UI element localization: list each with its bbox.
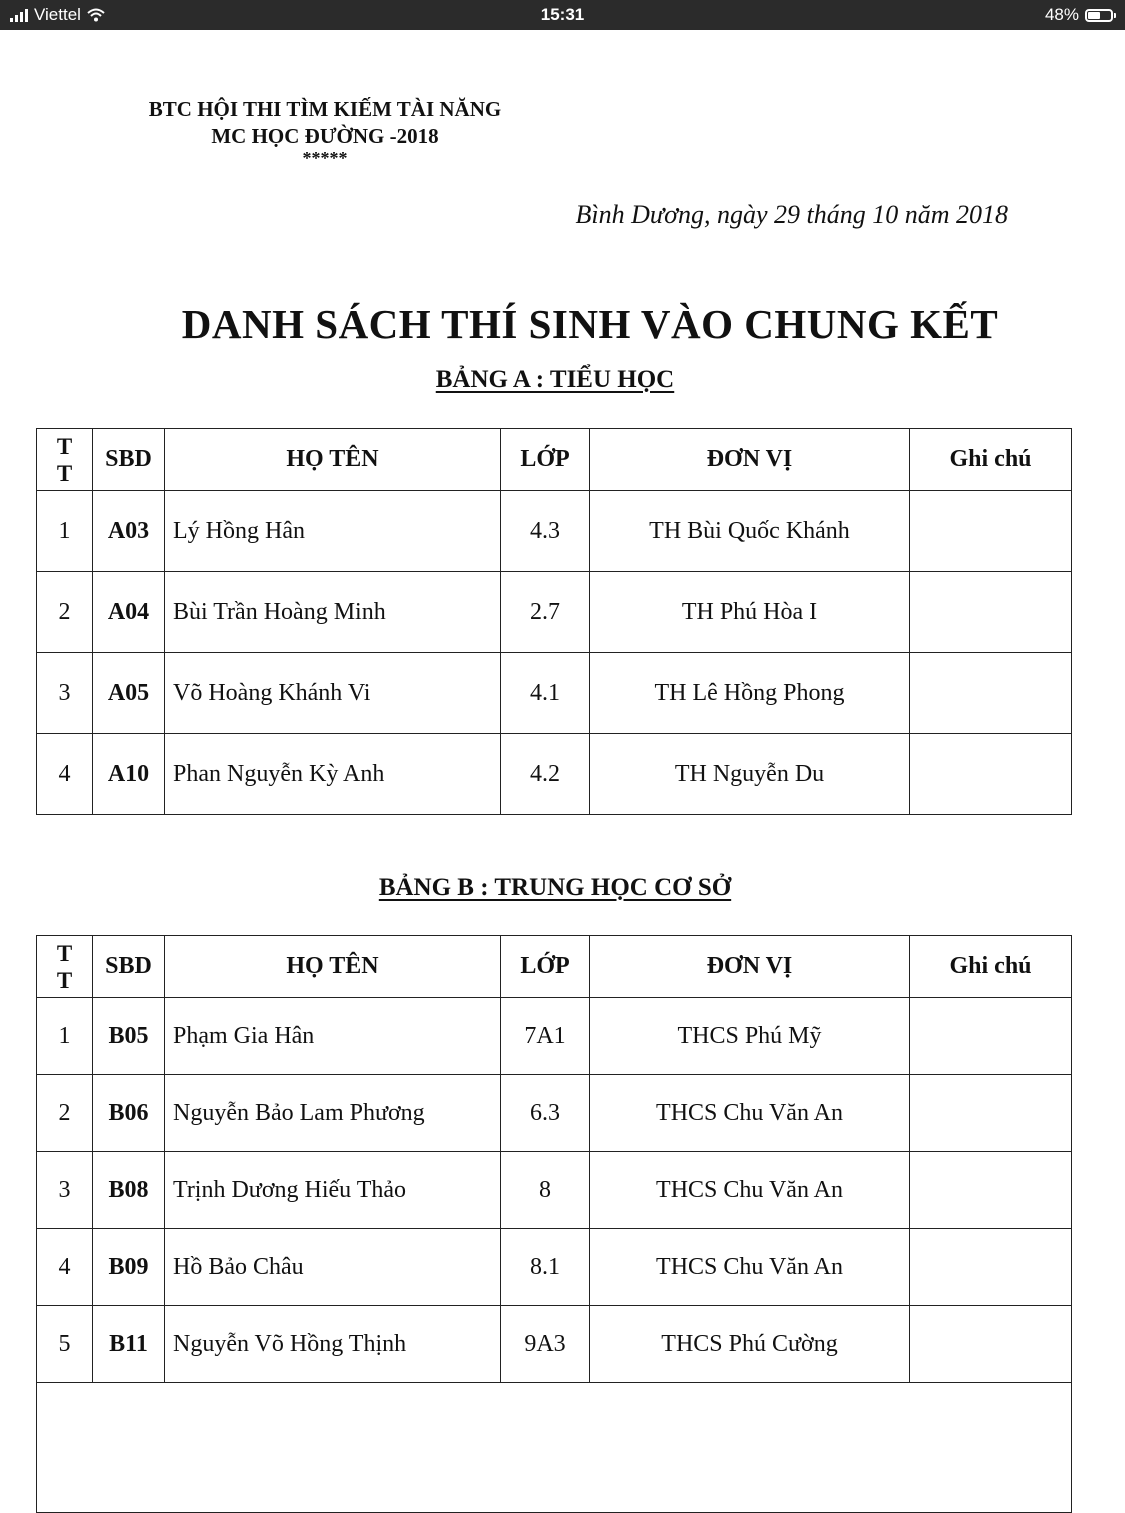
cell-ghi-chu: [910, 998, 1072, 1075]
table-b-title: BẢNG B : TRUNG HỌC CƠ SỞ: [378, 874, 732, 901]
table-row: [37, 998, 1072, 1075]
empty-cell: [37, 1383, 1072, 1513]
cell-ghi-chu: [910, 1229, 1072, 1306]
cell-name: Nguyễn Võ Hồng Thịnh: [165, 1306, 501, 1383]
cell-sbd: B08: [93, 1152, 165, 1229]
organizer-header: [120, 96, 530, 166]
battery-percent: 48%: [1044, 5, 1079, 24]
header-ghi-chu: Ghi chú: [910, 429, 1072, 491]
cell-lop: 4.3: [501, 491, 590, 572]
cell-don-vi: THCS Phú Cường: [590, 1306, 910, 1383]
cell-sbd: A05: [93, 653, 165, 734]
cell-don-vi: THCS Chu Văn An: [590, 1075, 910, 1152]
table-row: [37, 572, 1072, 653]
organizer-line-2: MC HỌC ĐƯỜNG -2018: [211, 124, 439, 148]
cell-sbd: B09: [93, 1229, 165, 1306]
table-row: [37, 491, 1072, 572]
header-name: HỌ TÊN: [165, 936, 501, 998]
battery-icon: [1085, 9, 1113, 22]
cell-name: Nguyễn Bảo Lam Phương: [165, 1075, 501, 1152]
place-date: Bình Dương, ngày 29 tháng 10 năm 2018: [575, 200, 1008, 229]
cell-lop: 9A3: [501, 1306, 590, 1383]
cell-ghi-chu: [910, 491, 1072, 572]
empty-table-area: [37, 1383, 1072, 1513]
clock: 15:31: [540, 5, 585, 24]
cell-don-vi: THCS Chu Văn An: [590, 1229, 910, 1306]
cell-lop: 8.1: [501, 1229, 590, 1306]
header-don-vi: ĐƠN VỊ: [590, 429, 910, 491]
cell-tt: 4: [37, 734, 93, 815]
table-row: [37, 1152, 1072, 1229]
header-tt: T T: [37, 936, 93, 998]
cell-sbd: A10: [93, 734, 165, 815]
stars-divider: *****: [302, 148, 348, 168]
cell-tt: 2: [37, 572, 93, 653]
cell-ghi-chu: [910, 734, 1072, 815]
table-row: [37, 1075, 1072, 1152]
table-row: [37, 1229, 1072, 1306]
page-title: DANH SÁCH THÍ SINH VÀO CHUNG KẾT: [181, 301, 999, 347]
cell-lop: 6.3: [501, 1075, 590, 1152]
cell-lop: 7A1: [501, 998, 590, 1075]
cell-lop: 8: [501, 1152, 590, 1229]
header-sbd: SBD: [93, 429, 165, 491]
cell-tt: 2: [37, 1075, 93, 1152]
table-row: [37, 1306, 1072, 1383]
cell-don-vi: TH Phú Hòa I: [590, 572, 910, 653]
cell-lop: 4.1: [501, 653, 590, 734]
header-ghi-chu: Ghi chú: [910, 936, 1072, 998]
cell-tt: 3: [37, 653, 93, 734]
cell-sbd: B05: [93, 998, 165, 1075]
cell-name: Phạm Gia Hân: [165, 998, 501, 1075]
cell-sbd: B06: [93, 1075, 165, 1152]
cell-sbd: B11: [93, 1306, 165, 1383]
cell-tt: 5: [37, 1306, 93, 1383]
organizer-line-1: BTC HỘI THI TÌM KIẾM TÀI NĂNG: [148, 97, 502, 121]
document-page: [0, 30, 1125, 1500]
cell-name: Lý Hồng Hân: [165, 491, 501, 572]
cell-tt: 1: [37, 491, 93, 572]
cell-ghi-chu: [910, 1306, 1072, 1383]
cell-tt: 1: [37, 998, 93, 1075]
cell-don-vi: THCS Chu Văn An: [590, 1152, 910, 1229]
cell-tt: 3: [37, 1152, 93, 1229]
cell-ghi-chu: [910, 653, 1072, 734]
cell-name: Bùi Trần Hoàng Minh: [165, 572, 501, 653]
carrier-name: Viettel: [34, 5, 81, 24]
header-lop: LỚP: [501, 429, 590, 491]
cell-name: Hồ Bảo Châu: [165, 1229, 501, 1306]
cell-sbd: A03: [93, 491, 165, 572]
cell-name: Võ Hoàng Khánh Vi: [165, 653, 501, 734]
cell-lop: 4.2: [501, 734, 590, 815]
cell-ghi-chu: [910, 1075, 1072, 1152]
status-bar: [0, 0, 1125, 30]
header-tt: T T: [37, 429, 93, 491]
cell-lop: 2.7: [501, 572, 590, 653]
cell-don-vi: TH Nguyễn Du: [590, 734, 910, 815]
cell-don-vi: THCS Phú Mỹ: [590, 998, 910, 1075]
cell-name: Phan Nguyễn Kỳ Anh: [165, 734, 501, 815]
table-header-row: [37, 936, 1072, 998]
table-a: [36, 428, 1072, 815]
cell-ghi-chu: [910, 1152, 1072, 1229]
cell-don-vi: TH Bùi Quốc Khánh: [590, 491, 910, 572]
table-header-row: [37, 429, 1072, 491]
header-lop: LỚP: [501, 936, 590, 998]
table-b: [36, 935, 1072, 1513]
table-a-title: BẢNG A : TIỂU HỌC: [435, 366, 675, 393]
cell-tt: 4: [37, 1229, 93, 1306]
table-row: [37, 734, 1072, 815]
status-bar-right: [1045, 5, 1113, 25]
cell-name: Trịnh Dương Hiếu Thảo: [165, 1152, 501, 1229]
cell-sbd: A04: [93, 572, 165, 653]
cell-ghi-chu: [910, 572, 1072, 653]
cell-don-vi: TH Lê Hồng Phong: [590, 653, 910, 734]
table-row: [37, 653, 1072, 734]
header-sbd: SBD: [93, 936, 165, 998]
header-don-vi: ĐƠN VỊ: [590, 936, 910, 998]
header-name: HỌ TÊN: [165, 429, 501, 491]
